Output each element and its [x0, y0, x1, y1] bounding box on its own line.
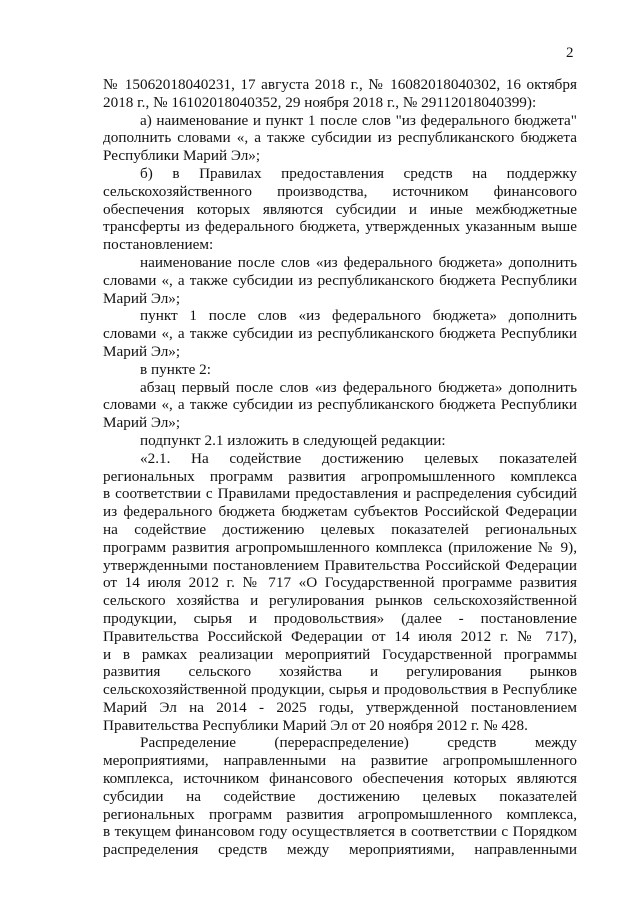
- text-line: региональных программ развития агропромышленного комплекса: [103, 467, 577, 485]
- text-line: мероприятиями, направленными на развитие агропромышленного: [103, 752, 577, 770]
- text-line: Правительства Республики Марий Эл от 20 ноября 2012 г. № 428.: [103, 716, 528, 734]
- text-line: подпункт 2.1 изложить в следующей редакции:: [140, 431, 446, 449]
- text-line: словами «, а также субсидии из республиканского бюджета Республики: [103, 325, 577, 343]
- text-line: № 15062018040231, 17 августа 2018 г., № 16082018040302, 16 октября: [103, 76, 577, 93]
- text-line: сельскохозяйственного производства, источником финансового: [103, 182, 577, 200]
- text-line: наименование после слов «из федерального бюджета» дополнить: [140, 253, 577, 271]
- text-line: Республики Марий Эл»;: [103, 147, 261, 165]
- text-line: а) наименование и пункт 1 после слов "из федерального бюджета": [140, 111, 577, 129]
- text-line: Марий Эл»;: [103, 414, 181, 432]
- text-line: программ развития агропромышленного комплекса (приложение № 9),: [103, 538, 577, 556]
- text-line: словами «, а также субсидии из республиканского бюджета Республики: [103, 271, 577, 289]
- text-line: развития сельского хозяйства и регулирования рынков: [103, 663, 577, 681]
- text-line: утвержденными постановлением Правительства Российской Федерации: [103, 556, 577, 574]
- text-line: Марий Эл»;: [103, 342, 181, 360]
- text-line: субсидии на содействие достижению целевых показателей: [103, 787, 577, 805]
- text-line: Марий Эл»;: [103, 289, 181, 307]
- page-number: 2: [566, 45, 574, 61]
- text-line: в пункте 2:: [140, 360, 211, 378]
- text-line: б) в Правилах предоставления средств на поддержку: [140, 164, 577, 182]
- text-line: сельского хозяйства и регулирования рынков сельскохозяйственной: [103, 592, 577, 610]
- text-line: в соответствии с Правилами предоставления и распределения субсидий: [103, 485, 577, 503]
- text-line: 2018 г., № 16102018040352, 29 ноября 2018 г., № 29112018040399):: [103, 93, 537, 111]
- text-line: Распределение (перераспределение) средств между: [140, 734, 577, 752]
- text-line: на содействие достижению целевых показателей региональных: [103, 520, 577, 538]
- text-line: распределения средств между мероприятиями, направленными: [103, 841, 577, 859]
- text-line: трансферты из федерального бюджета, утвержденных указанным выше: [103, 218, 577, 236]
- text-line: абзац первый после слов «из федерального бюджета» дополнить: [140, 378, 577, 396]
- text-line: комплекса, источником финансового обеспечения которых являются: [103, 770, 577, 788]
- text-line: от 14 июля 2012 г. № 717 «О Государственной программе развития: [103, 574, 577, 592]
- text-line: Правительства Российской Федерации от 14 июля 2012 г. № 717),: [103, 627, 577, 645]
- text-line: сельскохозяйственной продукции, сырья и продовольствия в Республике: [103, 681, 577, 699]
- text-line: в текущем финансовом году осуществляется в соответствии с Порядком: [103, 823, 577, 841]
- document-body: [103, 76, 577, 859]
- text-line: региональных программ развития агропромышленного комплекса,: [103, 805, 577, 823]
- text-line: словами «, а также субсидии из республиканского бюджета Республики: [103, 396, 577, 414]
- text-line: постановлением:: [103, 236, 214, 254]
- text-line: «2.1. На содействие достижению целевых показателей: [140, 449, 577, 467]
- text-line: обеспечения которых являются субсидии и иные межбюджетные: [103, 200, 577, 218]
- text-line: пункт 1 после слов «из федерального бюджета» дополнить: [140, 307, 577, 325]
- text-line: из федерального бюджета бюджетам субъектов Российской Федерации: [103, 503, 577, 521]
- text-line: дополнить словами «, а также субсидии из республиканского бюджета: [103, 129, 577, 147]
- text-line: продукции, сырья и продовольствия» (далее - постановление: [103, 609, 577, 627]
- text-line: и в рамках реализации мероприятий Государственной программы: [103, 645, 577, 663]
- text-line: Марий Эл на 2014 - 2025 годы, утвержденной постановлением: [103, 698, 577, 716]
